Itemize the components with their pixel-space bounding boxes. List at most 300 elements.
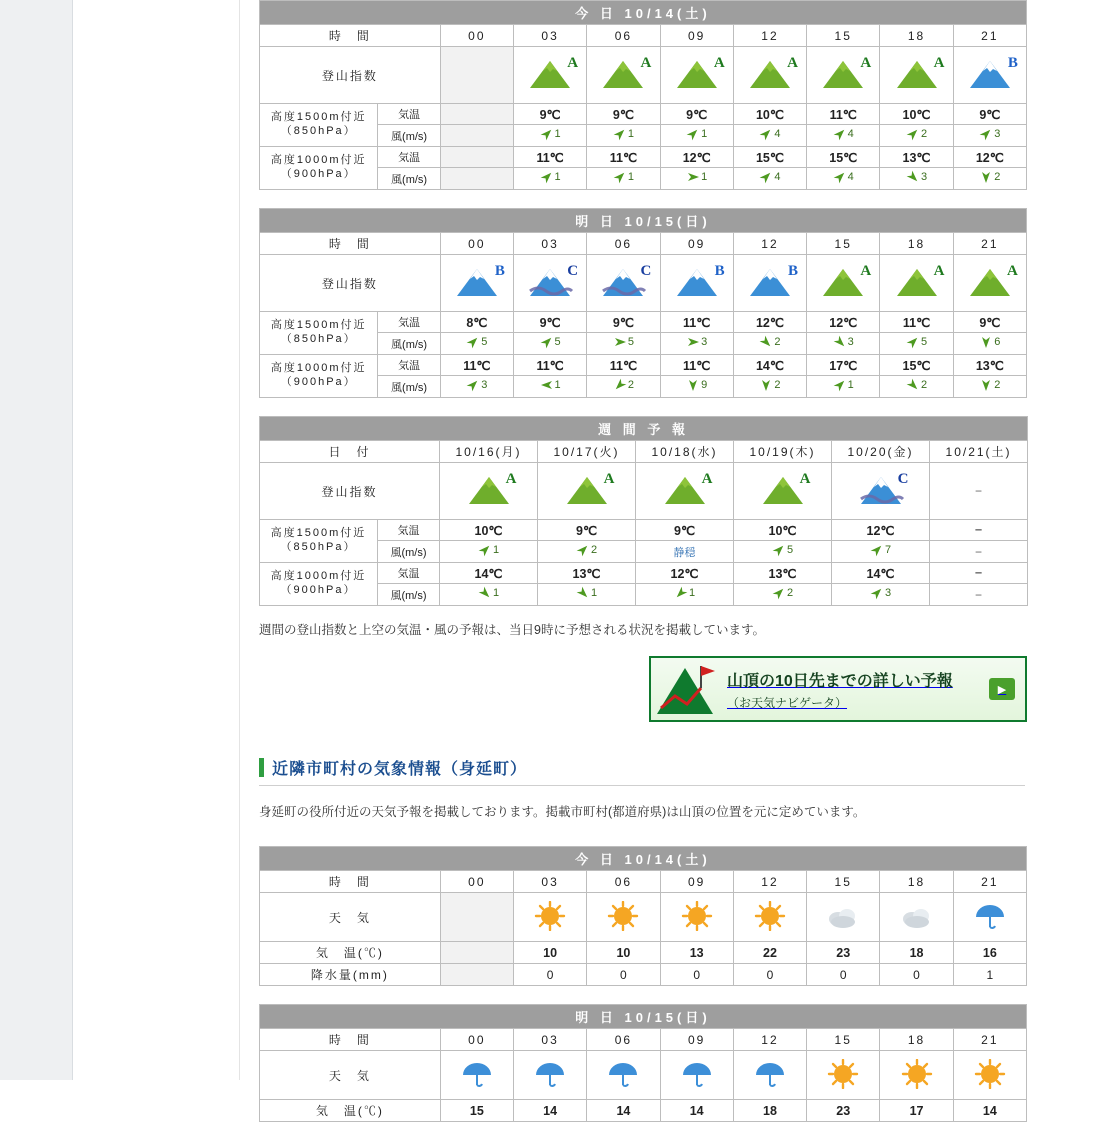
weekly-index-1 bbox=[538, 463, 636, 520]
weekly-forecast-table bbox=[259, 416, 1028, 606]
weekly-date-0: 10/16(月) bbox=[440, 441, 538, 463]
town-tomorrow-temp-6: 17 bbox=[880, 1100, 953, 1122]
tomorrow-1500-temp-4: 12℃ bbox=[733, 312, 806, 333]
tomorrow-1500-temp-5: 12℃ bbox=[807, 312, 880, 333]
tomorrow-1000-temp-2: 11℃ bbox=[587, 355, 660, 376]
weekly-1500-temp-2: 9℃ bbox=[636, 520, 734, 541]
wind-value bbox=[979, 378, 1000, 392]
wind-value bbox=[906, 127, 927, 141]
town-tomorrow-weather-1 bbox=[513, 1051, 586, 1100]
wind-speed: 4 bbox=[847, 128, 854, 140]
mountain-icon: B bbox=[966, 57, 1014, 91]
wind-speed: 2 bbox=[774, 379, 781, 391]
weekly-date-1: 10/17(火) bbox=[538, 441, 636, 463]
wind-value bbox=[833, 335, 854, 349]
tomorrow-index-7 bbox=[953, 255, 1026, 312]
wind-value bbox=[613, 170, 634, 184]
town-tomorrow-time-5: 15 bbox=[807, 1029, 880, 1051]
wind-speed: 3 bbox=[994, 128, 1001, 140]
wind-value bbox=[686, 335, 707, 349]
town-tomorrow-banner-row bbox=[260, 1005, 1027, 1029]
sidebar-column bbox=[73, 0, 240, 1080]
weekly-banner-row bbox=[260, 417, 1028, 441]
wind-speed: 1 bbox=[701, 128, 708, 140]
weekly-1500-wind-3 bbox=[734, 541, 832, 563]
town-today-precip-4: 0 bbox=[733, 964, 806, 986]
wind-value bbox=[478, 586, 499, 600]
weekly-1500-temp-5: − bbox=[930, 520, 1028, 541]
town-tomorrow-weather-6 bbox=[880, 1051, 953, 1100]
wind-arrow-icon bbox=[576, 586, 590, 600]
wind-arrow-icon bbox=[833, 127, 847, 141]
wind-speed: 4 bbox=[774, 128, 781, 140]
detailed-forecast-banner[interactable] bbox=[649, 656, 1027, 722]
town-tomorrow-weather-row bbox=[260, 1051, 1027, 1100]
weekly-1000-wind-5 bbox=[930, 584, 1028, 606]
tomorrow-1500-temp-0: 8℃ bbox=[440, 312, 513, 333]
weekly-1500-temp-row bbox=[260, 520, 1028, 541]
wind-speed: 3 bbox=[701, 336, 708, 348]
town-today-weather-3 bbox=[660, 893, 733, 942]
tomorrow-time-0: 00 bbox=[440, 233, 513, 255]
today-index-6 bbox=[880, 47, 953, 104]
wind-value bbox=[540, 127, 561, 141]
weekly-1000-temp-2: 12℃ bbox=[636, 563, 734, 584]
sunny-icon bbox=[826, 1059, 860, 1089]
rainy-icon bbox=[606, 1059, 640, 1089]
town-today-temp-4: 22 bbox=[733, 942, 806, 964]
wind-arrow-icon bbox=[833, 170, 847, 184]
town-today-precip-row bbox=[260, 964, 1027, 986]
wind-arrow-icon bbox=[979, 335, 993, 349]
tomorrow-time-1: 03 bbox=[513, 233, 586, 255]
wind-value bbox=[833, 378, 854, 392]
weekly-1000-temp-0: 14℃ bbox=[440, 563, 538, 584]
weekly-index-3 bbox=[734, 463, 832, 520]
rainy-icon bbox=[680, 1059, 714, 1089]
wind-speed: 5 bbox=[920, 336, 928, 348]
today-1000-wind-0 bbox=[440, 168, 513, 190]
town-today-precip-3: 0 bbox=[660, 964, 733, 986]
wind-arrow-icon bbox=[686, 378, 700, 392]
today-1000-wind-7 bbox=[953, 168, 1026, 190]
tomorrow-index-5 bbox=[807, 255, 880, 312]
today-time-6: 18 bbox=[880, 25, 953, 47]
promo-banner-wrap bbox=[259, 656, 1027, 722]
wind-value bbox=[576, 586, 597, 600]
wind-value bbox=[466, 378, 487, 392]
weekly-1500-temp-label: 気温 bbox=[378, 520, 440, 541]
wind-arrow-icon bbox=[759, 170, 773, 184]
wind-value bbox=[540, 170, 561, 184]
wind-arrow-icon bbox=[613, 127, 627, 141]
mountain-icon: A bbox=[966, 265, 1014, 299]
weekly-index-0 bbox=[440, 463, 538, 520]
wind-speed: 1 bbox=[688, 587, 696, 599]
wind-speed: 9 bbox=[701, 379, 708, 391]
wind-value bbox=[540, 378, 561, 392]
weekly-index-5: − bbox=[930, 463, 1028, 520]
today-1500-wind-1 bbox=[513, 125, 586, 147]
wind-speed: 2 bbox=[590, 544, 598, 556]
today-1000-temp-4: 15℃ bbox=[733, 147, 806, 168]
town-today-time-1: 03 bbox=[513, 871, 586, 893]
wind-speed: 2 bbox=[920, 128, 928, 140]
town-tomorrow-weather-0 bbox=[440, 1051, 513, 1100]
sunny-icon bbox=[900, 1059, 934, 1089]
wind-value bbox=[613, 335, 634, 349]
wind-speed: 2 bbox=[920, 379, 928, 391]
town-tomorrow-temp-4: 18 bbox=[733, 1100, 806, 1122]
town-tomorrow-temp-5: 23 bbox=[807, 1100, 880, 1122]
weekly-date-header-row bbox=[260, 441, 1028, 463]
wind-arrow-icon bbox=[906, 378, 920, 392]
wind-speed: 2 bbox=[627, 379, 634, 391]
today-time-1: 03 bbox=[513, 25, 586, 47]
wind-arrow-icon bbox=[540, 378, 554, 392]
weekly-date-2: 10/18(水) bbox=[636, 441, 734, 463]
mountain-icon: A bbox=[563, 473, 611, 507]
town-today-time-6: 18 bbox=[880, 871, 953, 893]
town-today-banner: 今 日 10/14(土) bbox=[260, 847, 1027, 871]
tomorrow-index-row bbox=[260, 255, 1027, 312]
mountain-icon: A bbox=[819, 265, 867, 299]
wind-value bbox=[466, 335, 487, 349]
today-index-3 bbox=[660, 47, 733, 104]
weekly-1000-temp-label: 気温 bbox=[378, 563, 440, 584]
wind-arrow-icon bbox=[686, 127, 700, 141]
wind-arrow-icon bbox=[686, 335, 700, 349]
tomorrow-1000-temp-0: 11℃ bbox=[440, 355, 513, 376]
wind-speed: 1 bbox=[554, 171, 561, 183]
wind-arrow-icon bbox=[833, 378, 847, 392]
town-today-time-5: 15 bbox=[807, 871, 880, 893]
today-index-row bbox=[260, 47, 1027, 104]
wind-value bbox=[979, 127, 1000, 141]
tomorrow-1000-temp-5: 17℃ bbox=[807, 355, 880, 376]
town-today-weather-2 bbox=[587, 893, 660, 942]
wind-arrow-icon bbox=[466, 335, 480, 349]
tomorrow-index-0 bbox=[440, 255, 513, 312]
tomorrow-1000-temp-6: 15℃ bbox=[880, 355, 953, 376]
town-tomorrow-banner: 明 日 10/15(日) bbox=[260, 1005, 1027, 1029]
today-index-5 bbox=[807, 47, 880, 104]
today-time-2: 06 bbox=[587, 25, 660, 47]
wind-speed: 6 bbox=[994, 336, 1001, 348]
tomorrow-time-7: 21 bbox=[953, 233, 1026, 255]
wind-arrow-icon bbox=[540, 170, 554, 184]
wind-value bbox=[759, 378, 780, 392]
tomorrow-time-header-row bbox=[260, 233, 1027, 255]
tomorrow-1000-wind-label: 風(m/s) bbox=[378, 376, 440, 398]
tomorrow-time-2: 06 bbox=[587, 233, 660, 255]
tomorrow-index-label: 登山指数 bbox=[260, 255, 441, 312]
today-1000-wind-6 bbox=[880, 168, 953, 190]
mountain-icon: A bbox=[893, 57, 941, 91]
wind-speed: 1 bbox=[590, 587, 598, 599]
tomorrow-1500-temp-2: 9℃ bbox=[587, 312, 660, 333]
tomorrow-1000-temp-row bbox=[260, 355, 1027, 376]
mountain-icon: C bbox=[857, 473, 905, 507]
tomorrow-1000-wind-0 bbox=[440, 376, 513, 398]
today-1500-wind-2 bbox=[587, 125, 660, 147]
wind-arrow-icon bbox=[576, 543, 590, 557]
wind-arrow-icon bbox=[674, 586, 688, 600]
promo-play-icon[interactable]: ▶ bbox=[989, 678, 1015, 700]
nearby-section-header bbox=[259, 756, 1025, 786]
town-today-precip-7: 1 bbox=[953, 964, 1026, 986]
tomorrow-1500-temp-label: 気温 bbox=[378, 312, 440, 333]
no-data: − bbox=[975, 544, 983, 559]
today-1500-temp-1: 9℃ bbox=[513, 104, 586, 125]
wind-speed: 5 bbox=[627, 336, 634, 348]
today-1500-temp-3: 9℃ bbox=[660, 104, 733, 125]
mountain-icon: A bbox=[893, 265, 941, 299]
weekly-index-4 bbox=[832, 463, 930, 520]
town-today-temp-6: 18 bbox=[880, 942, 953, 964]
mountain-icon: A bbox=[673, 57, 721, 91]
weekly-date-3: 10/19(木) bbox=[734, 441, 832, 463]
tomorrow-1500-label: 高度1500m付近 （850hPa） bbox=[260, 312, 378, 355]
promo-line2: （お天気ナビゲータ） bbox=[727, 695, 848, 710]
town-tomorrow-temp-3: 14 bbox=[660, 1100, 733, 1122]
wind-speed: 7 bbox=[884, 544, 892, 556]
tomorrow-1000-temp-1: 11℃ bbox=[513, 355, 586, 376]
wind-speed: 5 bbox=[554, 336, 561, 348]
wind-arrow-icon bbox=[759, 335, 773, 349]
wind-value bbox=[686, 127, 707, 141]
town-today-weather-7 bbox=[953, 893, 1026, 942]
town-today-time-7: 21 bbox=[953, 871, 1026, 893]
wind-speed: 5 bbox=[786, 544, 794, 556]
tomorrow-banner: 明 日 10/15(日) bbox=[260, 209, 1027, 233]
weekly-1500-temp-0: 10℃ bbox=[440, 520, 538, 541]
wind-value bbox=[906, 170, 927, 184]
weekly-1000-temp-5: − bbox=[930, 563, 1028, 584]
tomorrow-1000-temp-7: 13℃ bbox=[953, 355, 1026, 376]
wind-arrow-icon bbox=[466, 378, 480, 392]
sunny-icon bbox=[606, 901, 640, 931]
mountain-icon: A bbox=[759, 473, 807, 507]
today-1500-temp-6: 10℃ bbox=[880, 104, 953, 125]
today-1500-wind-4 bbox=[733, 125, 806, 147]
weekly-index-row bbox=[260, 463, 1028, 520]
today-1000-label: 高度1000m付近 （900hPa） bbox=[260, 147, 378, 190]
wind-arrow-icon bbox=[906, 170, 920, 184]
town-tomorrow-temp-2: 14 bbox=[587, 1100, 660, 1122]
today-time-0: 00 bbox=[440, 25, 513, 47]
cloudy-icon bbox=[826, 901, 860, 931]
section-title: 近隣市町村の気象情報（身延町） bbox=[272, 761, 528, 778]
weekly-1000-wind-4 bbox=[832, 584, 930, 606]
today-1000-wind-1 bbox=[513, 168, 586, 190]
wind-arrow-icon bbox=[540, 335, 554, 349]
tomorrow-banner-row bbox=[260, 209, 1027, 233]
town-today-temp-0 bbox=[440, 942, 513, 964]
today-1000-temp-row bbox=[260, 147, 1027, 168]
wind-speed: 2 bbox=[994, 379, 1001, 391]
today-1000-temp-5: 15℃ bbox=[807, 147, 880, 168]
tomorrow-1000-temp-4: 14℃ bbox=[733, 355, 806, 376]
tomorrow-index-2 bbox=[587, 255, 660, 312]
town-today-time-3: 09 bbox=[660, 871, 733, 893]
tomorrow-1500-wind-7 bbox=[953, 333, 1026, 355]
weekly-1500-temp-3: 10℃ bbox=[734, 520, 832, 541]
town-tomorrow-time-label: 時 間 bbox=[260, 1029, 441, 1051]
town-today-time-0: 00 bbox=[440, 871, 513, 893]
weekly-1000-wind-1 bbox=[538, 584, 636, 606]
today-1000-temp-0 bbox=[440, 147, 513, 168]
promo-line1: 山頂の10日先までの詳しい予報 bbox=[727, 672, 953, 690]
town-tomorrow-time-2: 06 bbox=[587, 1029, 660, 1051]
wind-value bbox=[759, 170, 780, 184]
wind-value bbox=[833, 170, 854, 184]
wind-speed: 1 bbox=[627, 171, 634, 183]
wind-speed: 1 bbox=[554, 379, 561, 391]
wind-arrow-icon bbox=[478, 543, 492, 557]
wind-arrow-icon bbox=[979, 127, 993, 141]
tomorrow-time-4: 12 bbox=[733, 233, 806, 255]
wind-arrow-icon bbox=[686, 170, 700, 184]
tomorrow-1000-temp-3: 11℃ bbox=[660, 355, 733, 376]
weekly-1000-wind-0 bbox=[440, 584, 538, 606]
weekly-1500-wind-label: 風(m/s) bbox=[378, 541, 440, 563]
calm-label: 静穏 bbox=[673, 546, 696, 559]
weekly-date-5: 10/21(土) bbox=[930, 441, 1028, 463]
wind-arrow-icon bbox=[906, 127, 920, 141]
mountain-flag-icon bbox=[651, 658, 725, 720]
town-today-precip-6: 0 bbox=[880, 964, 953, 986]
wind-value bbox=[478, 543, 499, 557]
wind-speed: 4 bbox=[774, 171, 781, 183]
wind-value bbox=[674, 586, 695, 600]
wind-arrow-icon bbox=[833, 335, 847, 349]
town-tomorrow-time-6: 18 bbox=[880, 1029, 953, 1051]
town-tomorrow-temp-1: 14 bbox=[513, 1100, 586, 1122]
today-time-label: 時 間 bbox=[260, 25, 441, 47]
today-1500-temp-5: 11℃ bbox=[807, 104, 880, 125]
town-today-weather-label: 天 気 bbox=[260, 893, 441, 942]
sunny-icon bbox=[680, 901, 714, 931]
town-tomorrow-time-0: 00 bbox=[440, 1029, 513, 1051]
wind-value bbox=[686, 170, 707, 184]
tomorrow-1500-wind-label: 風(m/s) bbox=[378, 333, 440, 355]
town-today-banner-row bbox=[260, 847, 1027, 871]
wind-speed: 1 bbox=[847, 379, 854, 391]
today-1500-temp-row bbox=[260, 104, 1027, 125]
wind-arrow-icon bbox=[540, 127, 554, 141]
tomorrow-index-3 bbox=[660, 255, 733, 312]
town-tomorrow-weather-4 bbox=[733, 1051, 806, 1100]
town-today-time-row bbox=[260, 871, 1027, 893]
wind-speed: 1 bbox=[492, 544, 500, 556]
wind-arrow-icon bbox=[906, 335, 920, 349]
today-1500-label: 高度1500m付近 （850hPa） bbox=[260, 104, 378, 147]
wind-speed: 5 bbox=[481, 336, 488, 348]
tomorrow-1000-label: 高度1000m付近 （900hPa） bbox=[260, 355, 378, 398]
today-time-3: 09 bbox=[660, 25, 733, 47]
weekly-1000-temp-4: 14℃ bbox=[832, 563, 930, 584]
wind-value bbox=[613, 378, 634, 392]
tomorrow-1500-wind-1 bbox=[513, 333, 586, 355]
today-1500-wind-label: 風(m/s) bbox=[378, 125, 440, 147]
town-today-weather-4 bbox=[733, 893, 806, 942]
town-today-precip-0 bbox=[440, 964, 513, 986]
tomorrow-1500-temp-3: 11℃ bbox=[660, 312, 733, 333]
weekly-1500-wind-2 bbox=[636, 541, 734, 563]
wind-value bbox=[772, 586, 793, 600]
wind-speed: 3 bbox=[481, 379, 488, 391]
mountain-icon: B bbox=[453, 265, 501, 299]
left-gutter bbox=[0, 0, 73, 1080]
today-1000-temp-label: 気温 bbox=[378, 147, 440, 168]
today-1500-wind-0 bbox=[440, 125, 513, 147]
today-index-label: 登山指数 bbox=[260, 47, 441, 104]
town-today-temp-3: 13 bbox=[660, 942, 733, 964]
sunny-icon bbox=[533, 901, 567, 931]
town-today-temp-1: 10 bbox=[513, 942, 586, 964]
tomorrow-1000-wind-3 bbox=[660, 376, 733, 398]
weekly-1500-temp-4: 12℃ bbox=[832, 520, 930, 541]
tomorrow-time-6: 18 bbox=[880, 233, 953, 255]
rainy-icon bbox=[753, 1059, 787, 1089]
wind-value bbox=[686, 378, 707, 392]
wind-value bbox=[870, 543, 891, 557]
wind-arrow-icon bbox=[979, 378, 993, 392]
town-today-precip-2: 0 bbox=[587, 964, 660, 986]
wind-speed: 1 bbox=[701, 171, 708, 183]
tomorrow-index-1 bbox=[513, 255, 586, 312]
rainy-icon bbox=[973, 901, 1007, 931]
tomorrow-1500-wind-5 bbox=[807, 333, 880, 355]
tomorrow-time-5: 15 bbox=[807, 233, 880, 255]
tomorrow-1500-wind-2 bbox=[587, 333, 660, 355]
town-tomorrow-time-4: 12 bbox=[733, 1029, 806, 1051]
today-mountain-table bbox=[259, 0, 1027, 190]
tomorrow-time-3: 09 bbox=[660, 233, 733, 255]
today-1000-wind-3 bbox=[660, 168, 733, 190]
wind-value bbox=[870, 586, 891, 600]
mountain-icon: A bbox=[819, 57, 867, 91]
today-time-header-row bbox=[260, 25, 1027, 47]
town-today-time-2: 06 bbox=[587, 871, 660, 893]
section-accent-bar bbox=[259, 758, 264, 777]
wind-arrow-icon bbox=[870, 543, 884, 557]
weekly-date-4: 10/20(金) bbox=[832, 441, 930, 463]
sunny-icon bbox=[973, 1059, 1007, 1089]
today-index-4 bbox=[733, 47, 806, 104]
town-today-weather-6 bbox=[880, 893, 953, 942]
wind-arrow-icon bbox=[759, 127, 773, 141]
tomorrow-1500-temp-6: 11℃ bbox=[880, 312, 953, 333]
wind-speed: 2 bbox=[994, 171, 1001, 183]
town-tomorrow-temp-7: 14 bbox=[953, 1100, 1026, 1122]
weekly-1000-wind-label: 風(m/s) bbox=[378, 584, 440, 606]
town-today-time-label: 時 間 bbox=[260, 871, 441, 893]
tomorrow-index-4 bbox=[733, 255, 806, 312]
today-1000-temp-7: 12℃ bbox=[953, 147, 1026, 168]
wind-value bbox=[833, 127, 854, 141]
town-tomorrow-time-3: 09 bbox=[660, 1029, 733, 1051]
wind-speed: 1 bbox=[554, 128, 561, 140]
main-content bbox=[240, 0, 1106, 1122]
today-time-7: 21 bbox=[953, 25, 1026, 47]
today-banner: 今 日 10/14(土) bbox=[260, 1, 1027, 25]
tomorrow-1500-wind-3 bbox=[660, 333, 733, 355]
town-tomorrow-temp-row bbox=[260, 1100, 1027, 1122]
wind-arrow-icon bbox=[478, 586, 492, 600]
mountain-icon: C bbox=[599, 265, 647, 299]
